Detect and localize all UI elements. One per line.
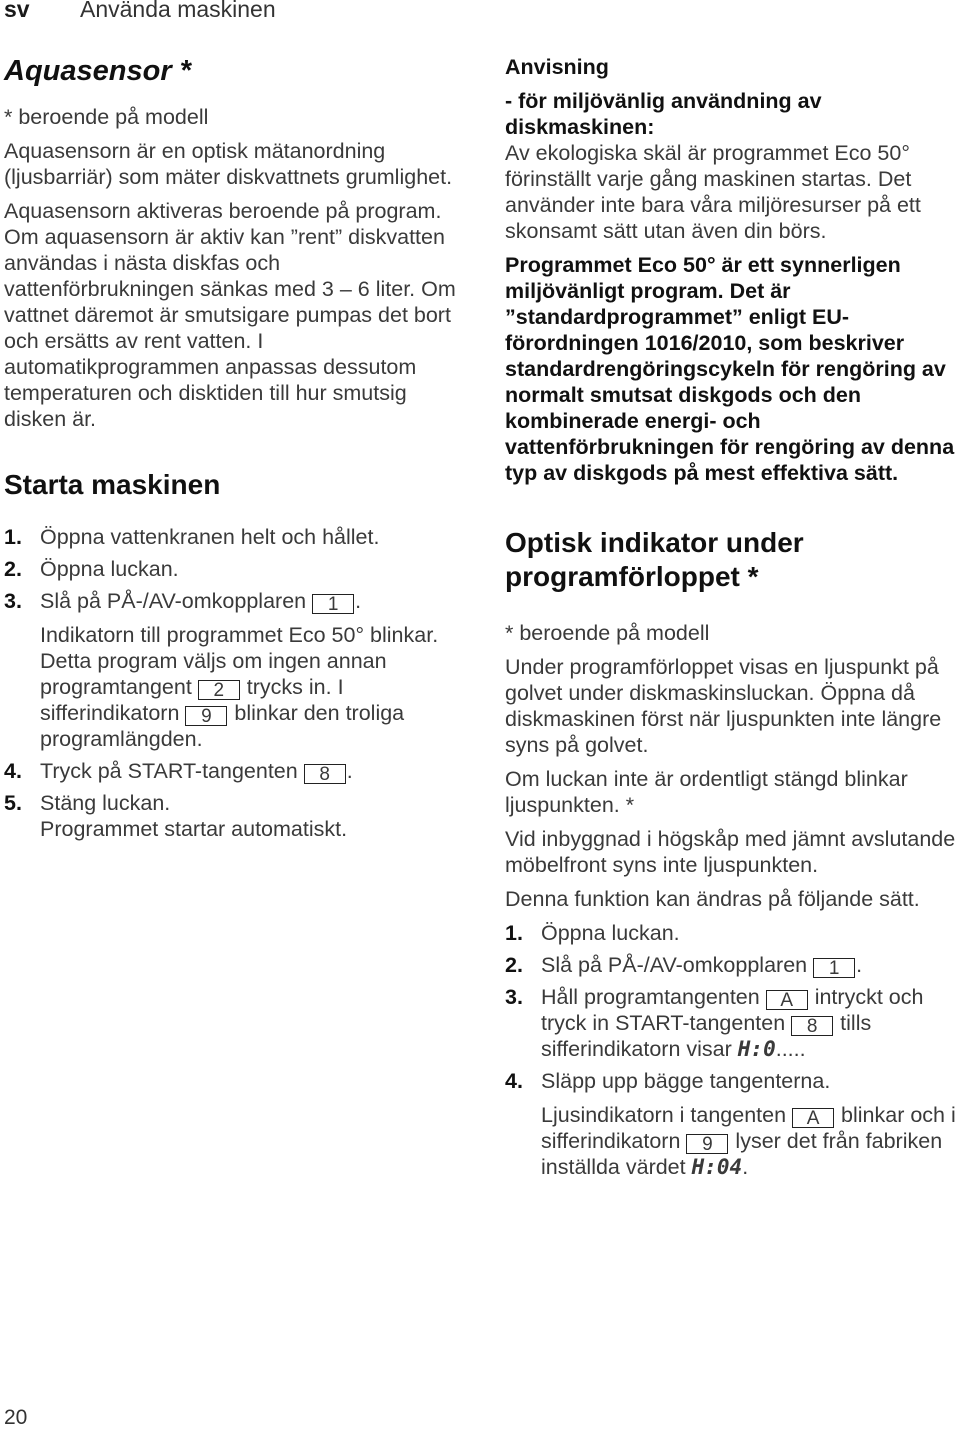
- list-item: 1. Öppna luckan.: [505, 921, 680, 945]
- built-in-note: Vid inbyggnad i högskåp med jämnt avslutande möbelfront syns inte ljuspunkten.: [505, 827, 956, 877]
- eco-standard-note: Programmet Eco 50° är ett synnerligen miljövänligt program. Det är ”standardprogrammet” enligt EU-förordningen 1016/2010, som beskriver standardrengöringscykeln för rengöring av normalt smutsat diskgods och den kombinerade energi- och vattenförbrukningen för rengöring av denna typ av diskgods på mest effektiva sätt.: [505, 253, 955, 485]
- change-function-intro: Denna funktion kan ändras på följande sätt.: [505, 887, 920, 911]
- program-key-a: A: [766, 990, 808, 1010]
- aquasensor-details: Aquasensorn aktiveras beroende på program. Om aquasensorn är aktiv kan ”rent” diskvatten användas i nästa diskfas och vattenförbrukningen sänkas med 3 – 6 liter. Om vattnet däremot är smutsigare pumpas det bort och ersätts av rent vatten. I automatikprogrammen anpassas dessutom temperaturen och disktiden till hur smutsig disken är.: [4, 199, 456, 431]
- list-item: 5. Stäng luckan. Programmet startar automatiskt.: [4, 791, 348, 841]
- start-heading: Starta maskinen: [4, 469, 221, 500]
- list-item: 2. Öppna luckan.: [4, 557, 179, 581]
- list-item: 4. Tryck på START-tangenten 8 .: [4, 759, 353, 785]
- right-column: [505, 54, 960, 1186]
- digit-display-key: 9: [686, 1134, 728, 1154]
- segment-display-value: H:04: [691, 1155, 743, 1179]
- list-item: 3. Slå på PÅ-/AV-omkopplaren 1 . Indikatorn till programmet Eco 50° blinkar. Detta program väljs om ingen annan programtangent 2 trycks in. I sifferindikatorn 9 blinkar den troliga programlängden.: [4, 589, 439, 751]
- program-key-a: A: [792, 1108, 834, 1128]
- list-item: 1. Öppna vattenkranen helt och hållet.: [4, 525, 380, 549]
- aquasensor-description: Aquasensorn är en optisk mätanordning (ljusbarriär) som mäter diskvattnets grumlighet.: [4, 139, 453, 189]
- section-title: Använda maskinen: [80, 0, 276, 22]
- door-not-closed-note: Om luckan inte är ordentligt stängd blinkar ljuspunkten. *: [505, 767, 908, 817]
- start-steps: [4, 524, 459, 842]
- note-heading: Anvisning: [505, 55, 609, 79]
- left-column: [4, 54, 459, 848]
- digit-display-key: 9: [185, 706, 227, 726]
- light-point-description: Under programförloppet visas en ljuspunkt på golvet under diskmaskinsluckan. Öppna då diskmaskinen först när ljuspunkten inte längre syns på golvet.: [505, 655, 942, 757]
- model-note: * beroende på modell: [505, 621, 710, 645]
- list-item: 2. Slå på PÅ-/AV-omkopplaren 1 .: [505, 953, 863, 979]
- language-code: sv: [4, 0, 30, 22]
- aquasensor-heading: Aquasensor *: [4, 55, 191, 87]
- segment-display-value: H:0: [737, 1037, 776, 1061]
- list-item: 4. Släpp upp bägge tangenterna. Ljusindikatorn i tangenten A blinkar och i sifferindikatorn 9 lyser det från fabriken inställda värdet H:04.: [505, 1069, 956, 1179]
- start-key: 8: [304, 764, 346, 784]
- power-switch-key: 1: [813, 958, 855, 978]
- start-key: 8: [791, 1016, 833, 1036]
- optical-indicator-heading: Optisk indikator under programförloppet *: [505, 527, 804, 592]
- model-note: * beroende på modell: [4, 105, 209, 129]
- page-number: 20: [4, 1406, 28, 1429]
- list-item: 3. Håll programtangenten A intryckt och tryck in START-tangenten 8 tills sifferindikatorn visar H:0.....: [505, 985, 924, 1061]
- program-key: 2: [198, 680, 240, 700]
- eco-description: Av ekologiska skäl är programmet Eco 50° förinställt varje gång maskinen startas. Det använder inte bara våra miljöresurser på ett skonsamt sätt utan även din börs.: [505, 141, 921, 243]
- optical-steps: [505, 920, 960, 1180]
- power-switch-key: 1: [312, 594, 354, 614]
- note-subtitle: - för miljövänlig användning av diskmaskinen:: [505, 89, 822, 139]
